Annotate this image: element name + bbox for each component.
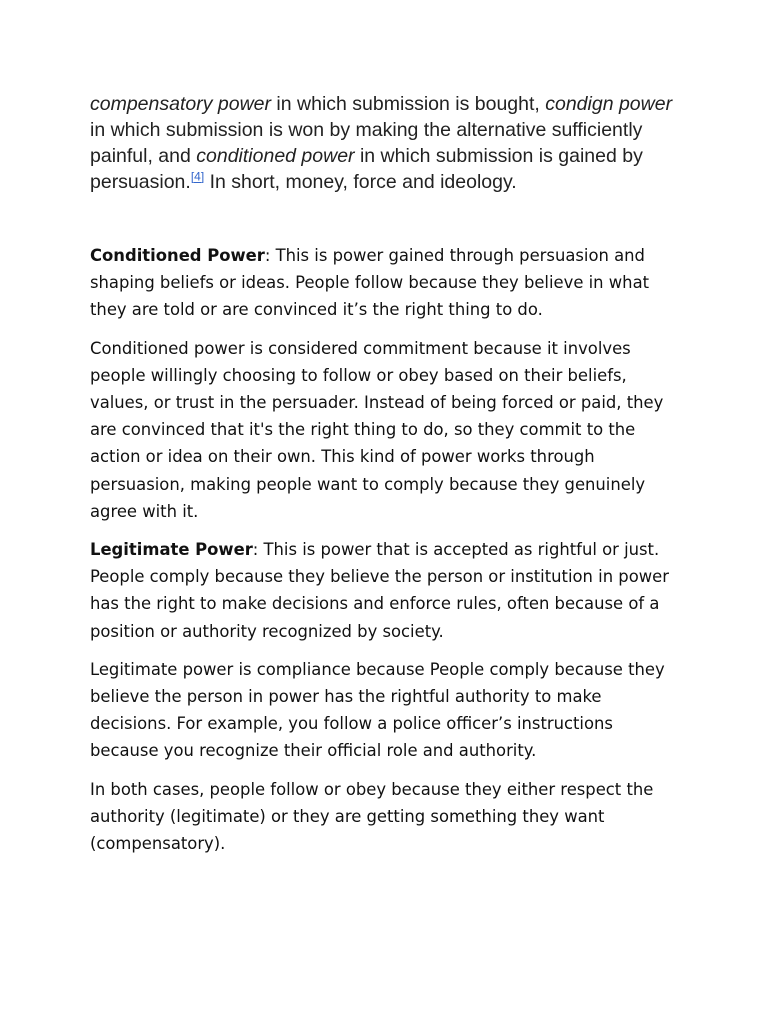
- term-conditioned-power: conditioned power: [196, 145, 355, 167]
- heading-legitimate-power: Legitimate Power: [90, 540, 253, 560]
- paragraph-legitimate-power: [90, 536, 680, 645]
- term-compensatory-power: compensatory power: [90, 93, 272, 115]
- heading-conditioned-power: Conditioned Power: [90, 246, 265, 265]
- paragraph-text: Conditioned power is considered commitment because it involves people willingly choosing to follow or obey based on their beliefs, values, or trust in the persuader. Instead of being forced or paid, they are convinced that it's the right thing to do, so they commit to the action or idea on their own. This kind of power works through persuasion, making people want to comply because they genuinely agree with it.: [90, 338, 664, 521]
- quote-text-1: in which submission is bought,: [271, 93, 546, 115]
- paragraph-text: : This is power gained through persuasion and shaping beliefs or ideas. People follow because they believe in what they are told or are convinced it’s the right thing to do.: [90, 246, 650, 320]
- term-condign-power: condign power: [545, 93, 673, 115]
- quoted-excerpt: [90, 91, 690, 195]
- quote-text-3: in which submission is gained by persuasion.: [90, 145, 643, 193]
- paragraph-text: In both cases, people follow or obey because they either respect the authority (legitimate) or they are getting something they want (compensatory).: [90, 779, 654, 854]
- paragraph-conclusion: [90, 776, 680, 858]
- paragraph-text: : This is power that is accepted as rightful or just. People comply because they believe the person or institution in power has the right to make decisions and enforce rules, often because of a position or authority recognized by society.: [90, 540, 669, 641]
- document-body: [90, 242, 680, 868]
- citation-link[interactable]: [4]: [190, 169, 205, 184]
- paragraph-conditioned-commitment: [90, 335, 680, 525]
- paragraph-conditioned-power: [90, 242, 680, 324]
- citation-superscript: [191, 170, 204, 184]
- paragraph-legitimate-compliance: [90, 656, 680, 765]
- quote-text-2: in which submission is won by making the alternative sufficiently painful, and: [90, 119, 643, 167]
- quote-text-4: In short, money, force and ideology.: [204, 171, 517, 193]
- paragraph-text: Legitimate power is compliance because People comply because they believe the person in power has the rightful authority to make decisions. For example, you follow a police officer’s instructions because you recognize their official role and authority.: [90, 659, 665, 761]
